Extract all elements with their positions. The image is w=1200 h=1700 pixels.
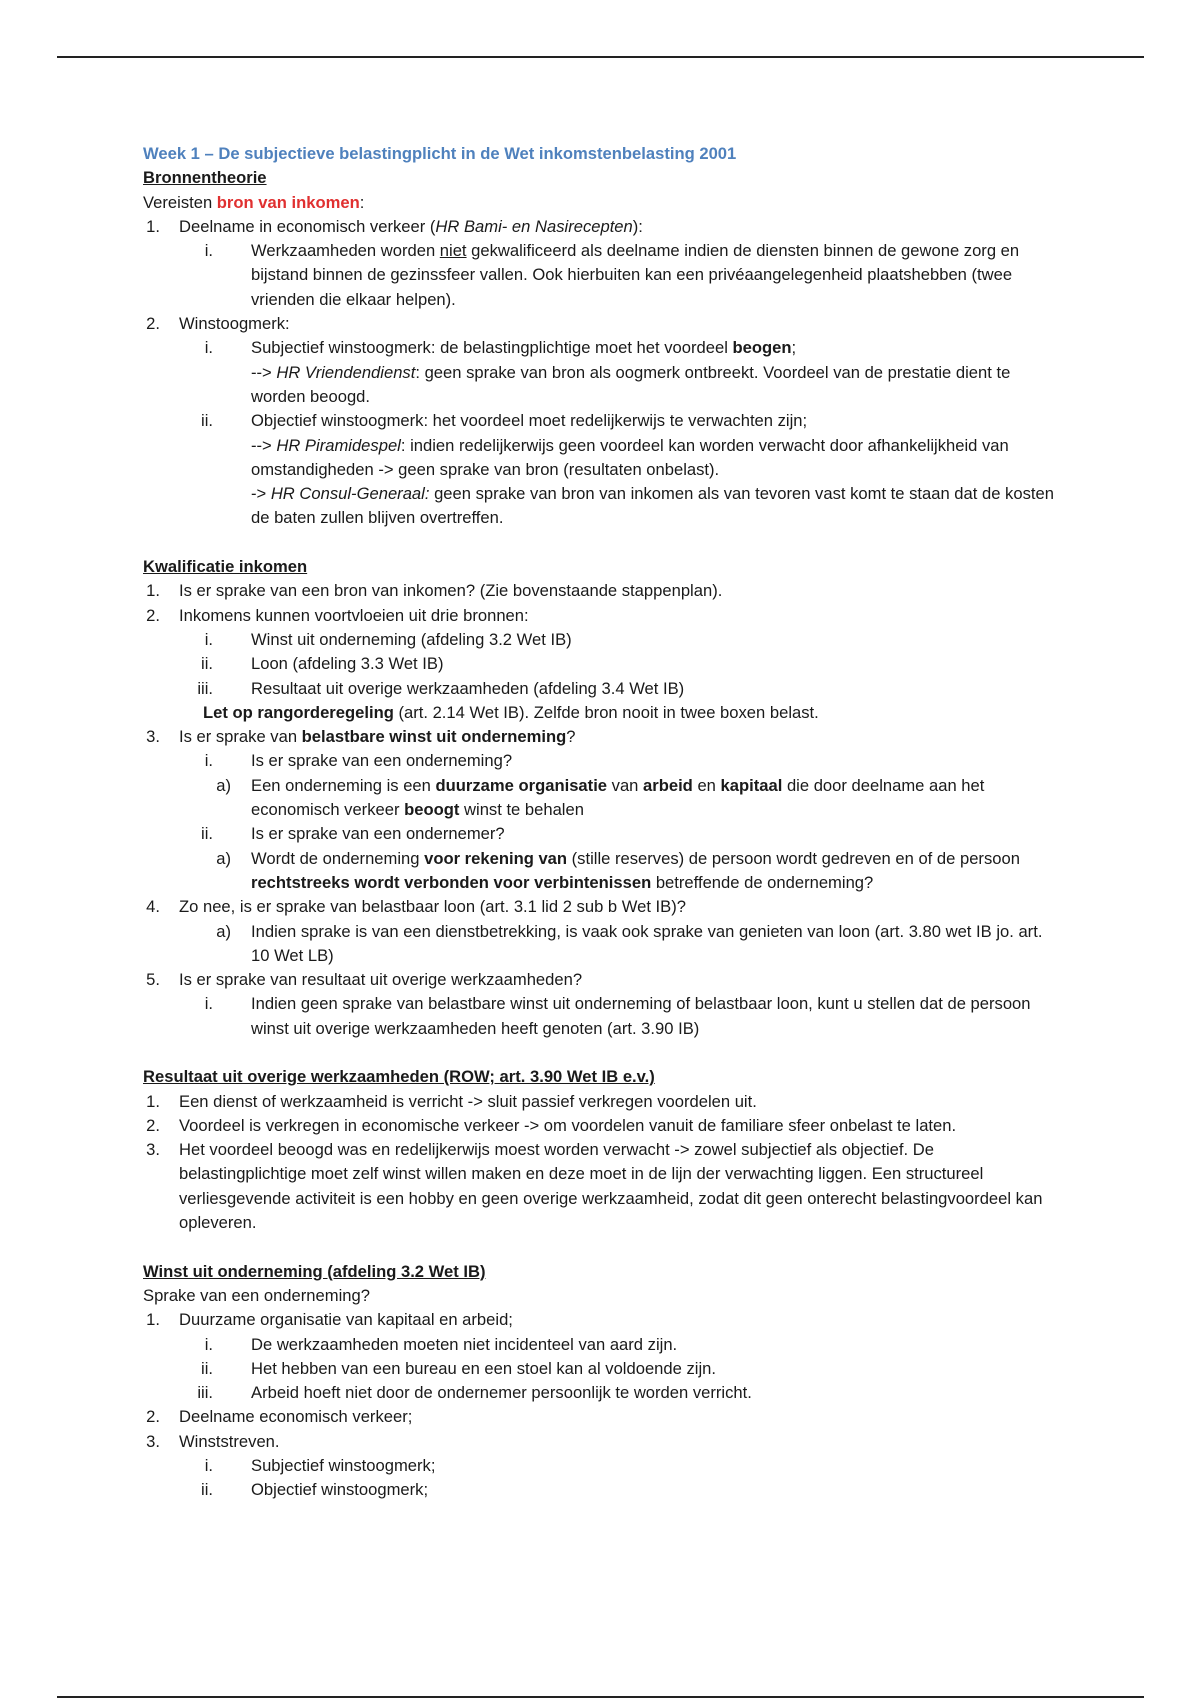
list-item: ii. Objectief winstoogmerk: het voordeel moet redelijkerwijs te verwachten zijn; --> HR Piramidespel: indien redelijkerwijs geen voordeel kan worden verwacht door afhankelijkheid van omstandigheden -> geen sprake van bron (resultaten onbelast). -> HR Consul-Generaal: geen sprake van bron van inkomen als van tevoren vast komt te staan dat de kosten de baten zullen blijven overtreffen. [201,411,1054,528]
list-item: i. Winst uit onderneming (afdeling 3.2 Wet IB) [204,629,572,649]
list-item: i. Subjectief winstoogmerk: de belastingplichtige moet het voordeel beogen; --> HR Vriendendienst: geen sprake van bron als oogmerk ontbreekt. Voordeel van de prestatie dient te worden beoogd. [204,338,1011,406]
list-item: iii. Arbeid hoeft niet door de ondernemer persoonlijk te worden verricht. [197,1383,752,1403]
list-item: 3. Winststreven. [146,1431,280,1451]
list-item: ii. Is er sprake van een ondernemer? [201,824,505,844]
list-item: a) Wordt de onderneming voor rekening van (stille reserves) de persoon wordt gedreven en of de persoon rechtstreeks wordt verbonden voor verbintenissen betreffende de onderneming? [216,848,1020,892]
top-rule [57,56,1144,58]
list-item: 2. Inkomens kunnen voortvloeien uit drie bronnen: [146,605,529,625]
list-item: 2. Deelname economisch verkeer; [146,1407,413,1427]
list-item: 1. Is er sprake van een bron van inkomen? (Zie bovenstaande stappenplan). [146,581,723,601]
section-heading-kwalificatie: Kwalificatie inkomen [143,557,308,577]
list-item: i. De werkzaamheden moeten niet incidenteel van aard zijn. [204,1334,678,1354]
list-item: 2. Voordeel is verkregen in economische verkeer -> om voordelen vanuit de familiare sfeer onbelast te laten. [146,1115,957,1135]
list-item: i. Werkzaamheden worden niet gekwalificeerd als deelname indien de diensten binnen de gewone zorg en bijstand binnen de gezinssfeer vallen. Ook hierbuiten kan een privéaangelegenheid plaatshebben (twee vrienden die elkaar helpen). [204,241,1020,309]
bottom-rule [57,1696,1144,1698]
highlight-text: bron van inkomen [216,192,360,212]
note-rangorderegeling: Let op rangorderegeling (art. 2.14 Wet IB). Zelfde bron nooit in twee boxen belast. [203,702,819,722]
section-intro: Sprake van een onderneming? [143,1285,370,1305]
list-item: 1. Duurzame organisatie van kapitaal en arbeid; [146,1310,513,1330]
list-item: i. Is er sprake van een onderneming? [204,751,513,771]
list-item: 2. Winstoogmerk: [146,314,290,334]
list-item: a) Een onderneming is een duurzame organisatie van arbeid en kapitaal die door deelname aan het economisch verkeer beoogt winst te behalen [216,775,985,820]
document-title: Week 1 – De subjectieve belastingplicht in de Wet inkomstenbelasting 2001 [143,144,737,163]
list-item: 3. Het voordeel beoogd was en redelijkerwijs moest worden verwacht -> zowel subjectief als objectief. De belastingplichtige moet zelf winst willen maken en deze moet in de lijn der verwachting liggen. Een structureel verliesgevende activiteit is een hobby en geen overige werkzaamheid, zodat dit geen onterecht belastingvoordeel kan opleveren. [146,1140,1043,1233]
list-item: 3. Is er sprake van belastbare winst uit onderneming? [146,727,576,747]
list-item: a) Indien sprake is van een dienstbetrekking, is vaak ook sprake van genieten van loon (art. 3.80 wet IB jo. art. 10 Wet LB) [216,921,1043,965]
list-item: ii. Het hebben van een bureau en een stoel kan al voldoende zijn. [201,1358,716,1378]
document-body [143,142,1063,1503]
section-heading-winst: Winst uit onderneming (afdeling 3.2 Wet IB) [143,1261,486,1281]
list-item: iii. Resultaat uit overige werkzaamheden (afdeling 3.4 Wet IB) [197,678,685,698]
list-item: ii. Objectief winstoogmerk; [201,1480,429,1500]
section-intro: Vereisten bron van inkomen: [143,192,365,212]
list-item: 4. Zo nee, is er sprake van belastbaar loon (art. 3.1 lid 2 sub b Wet IB)? [146,897,686,917]
list-item: ii. Loon (afdeling 3.3 Wet IB) [201,654,444,674]
list-item: i. Indien geen sprake van belastbare winst uit onderneming of belastbaar loon, kunt u stellen dat de persoon winst uit overige werkzaamheden heeft genoten (art. 3.90 IB) [204,994,1031,1038]
list-item: i. Subjectief winstoogmerk; [204,1456,436,1476]
list-item: 1. Een dienst of werkzaamheid is verricht -> sluit passief verkregen voordelen uit. [146,1091,757,1111]
section-heading-bronnentheorie: Bronnentheorie [143,168,267,188]
list-item: 1. Deelname in economisch verkeer (HR Bami- en Nasirecepten): [146,216,643,236]
list-item: 5. Is er sprake van resultaat uit overige werkzaamheden? [146,970,583,990]
section-heading-row: Resultaat uit overige werkzaamheden (ROW; art. 3.90 Wet IB e.v.) [143,1067,655,1087]
